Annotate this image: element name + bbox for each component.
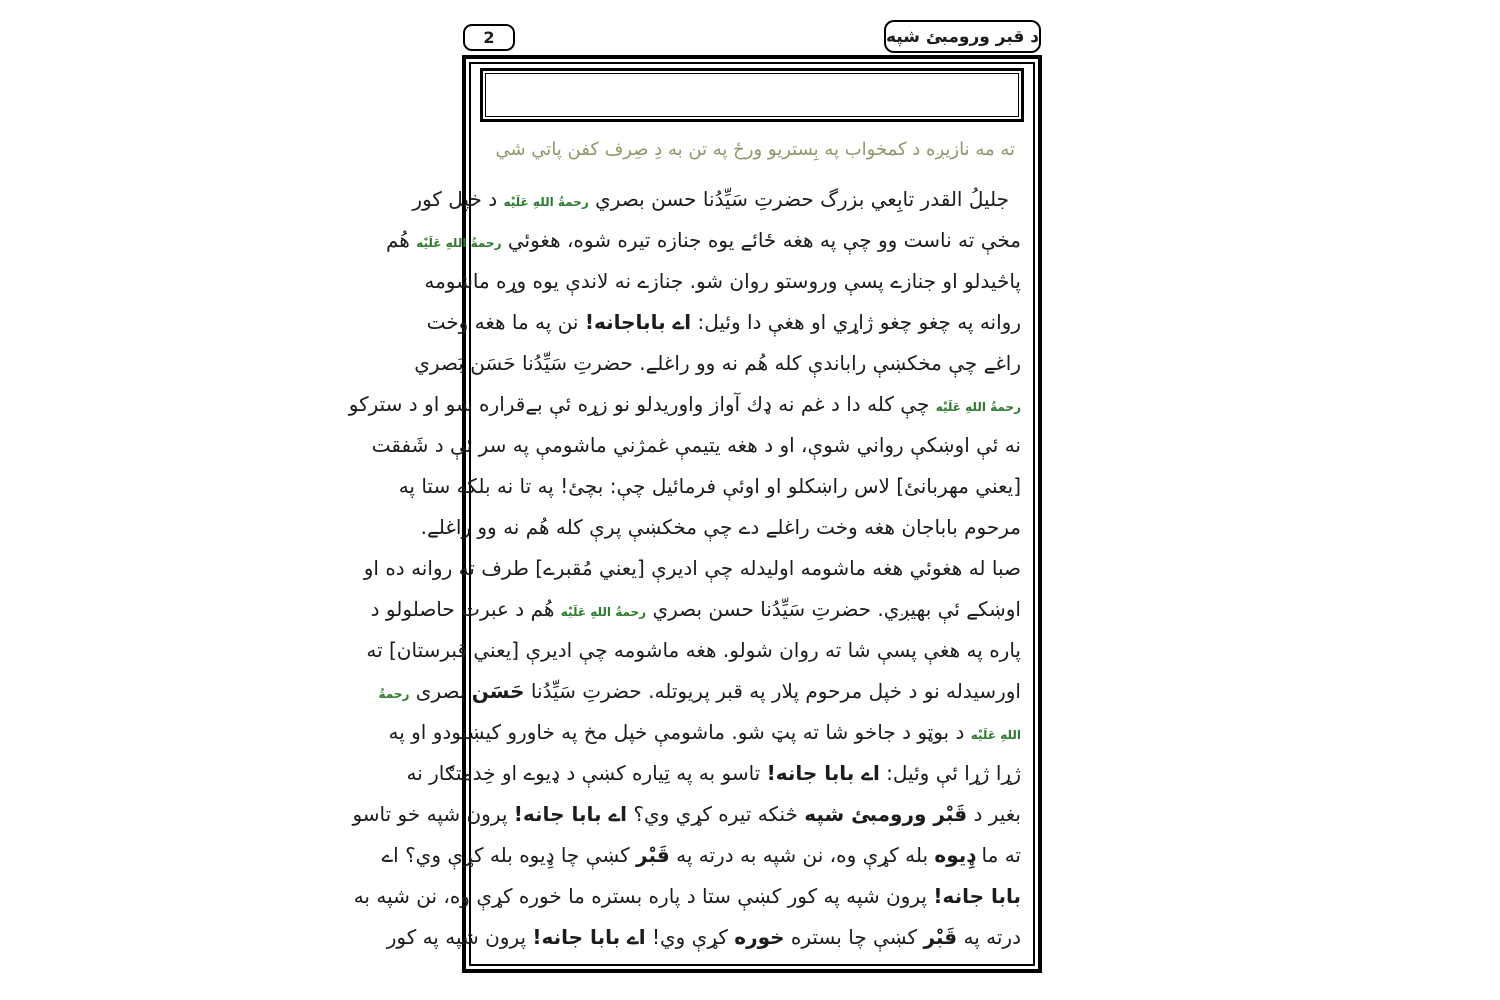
emphasized-text: ډِيوه bbox=[934, 843, 976, 867]
text-segment: پرون شپه په كور bbox=[386, 925, 533, 949]
text-segment: [يعني مهربانئ] لاس راښكلو او اوئې فرمائيل چې: بچئ! په تا نه بلكه ستا په bbox=[398, 474, 1021, 498]
emphasized-text: اے بابا جانه! bbox=[532, 925, 646, 949]
emphasized-text: خوره bbox=[734, 925, 785, 949]
text-line bbox=[352, 794, 1021, 835]
text-segment: اورسيدله نو د خپل مرحوم پلار په قبر پريوتله. حضرتِ سَيِّدُنا bbox=[524, 679, 1021, 703]
text-segment: روانه په چغو چغو ژاړي او هغې دا وئيل: bbox=[691, 310, 1021, 334]
emphasized-text: اے بابا جانه! bbox=[766, 761, 880, 785]
text-line bbox=[424, 261, 1021, 302]
text-segment: ته ما bbox=[975, 843, 1021, 867]
text-line bbox=[348, 384, 1021, 425]
text-segment: نن په ما هغه وخت bbox=[426, 310, 585, 334]
text-segment: څنكه تيره كړي وي؟ bbox=[627, 802, 805, 826]
text-line bbox=[353, 876, 1021, 917]
page-number: 2 bbox=[483, 28, 495, 47]
inner-frame bbox=[348, 62, 1035, 966]
text-segment: مرحوم باباجان هغه وخت راغلے دے چې مخكښې پرې كله هُم نه وو راغلے. bbox=[420, 515, 1021, 539]
text-segment: تاسو به په تِياره كښې د ډيوے او خِدمتګار نه bbox=[406, 761, 767, 785]
text-line bbox=[371, 425, 1021, 466]
text-line bbox=[370, 589, 1021, 630]
text-segment: د خپل كور bbox=[412, 187, 504, 211]
emphasized-text: قَبْر bbox=[636, 843, 670, 867]
honorific-text: رحمةُ bbox=[378, 687, 410, 701]
text-segment: بغير د bbox=[967, 802, 1021, 826]
text-line bbox=[406, 753, 1021, 794]
text-line bbox=[386, 917, 1021, 958]
text-segment: چې كله دا د غم نه ډك آواز واوريدلو نو زړه ئې بےقراره شو او د ستركو bbox=[348, 392, 936, 416]
text-segment: اوښكے ئې بهيږي. حضرتِ سَيِّدُنا حسن بصري bbox=[646, 597, 1021, 621]
emphasized-text: قَبْر ورومبئ شپه bbox=[804, 802, 968, 826]
main-frame bbox=[348, 55, 1042, 973]
text-line bbox=[414, 343, 1021, 384]
text-line bbox=[378, 671, 1021, 712]
text-segment: بصرى bbox=[409, 679, 472, 703]
text-segment: مخې ته ناست وو چې په هغه ځائے يوه جنازه تيره شوه، هغوئي bbox=[501, 228, 1021, 252]
text-segment: كښې چا بستره bbox=[784, 925, 924, 949]
honorific-text: رحمةُ اللهِ عَلَيْه bbox=[935, 400, 1021, 414]
text-segment: كړې وي! bbox=[645, 925, 735, 949]
text-segment: پاره په هغې پسې شا ته روان شولو. هغه ماشومه چې اديرې [يعني قبرستان] ته bbox=[366, 638, 1021, 662]
text-segment: بله كړې وه، نن شپه به درته په bbox=[669, 843, 935, 867]
text-segment: هُم د عبرت حاصلولو د bbox=[370, 597, 561, 621]
text-segment: صبا له هغوئي هغه ماشومه اوليدله چې اديرې [يعني مُقبرے] طرف ته روانه ده او bbox=[363, 556, 1021, 580]
text-segment: پرون شپه په كور كښې ستا د پاره بستره ما خوره كړې وه، نن شپه به bbox=[353, 884, 934, 908]
honorific-text: رحمةُ اللهِ عَلَيْه bbox=[503, 195, 589, 209]
honorific-text: اللهِ عَلَيْه bbox=[970, 728, 1021, 742]
emphasized-text: قَبْر bbox=[923, 925, 958, 949]
text-segment: راغے چې مخكښې راباندې كله هُم نه وو راغلے. حضرتِ سَيِّدُنا حَسَن بَصري bbox=[414, 351, 1021, 375]
poetry-couplet bbox=[495, 136, 1015, 164]
text-segment: ژړا ژړا ئې وئيل: bbox=[879, 761, 1021, 785]
text-segment: درته په bbox=[957, 925, 1021, 949]
text-segment: نه ئې اوښكې رواني شوې، او د هغه يتيمې غمژني ماشومې په سر ئې د شَفقت bbox=[371, 433, 1021, 457]
text-segment: كښې چا ډِيوه بله كړې وي؟ اے bbox=[381, 843, 637, 867]
text-line bbox=[398, 466, 1021, 507]
text-line bbox=[412, 179, 1021, 220]
text-line bbox=[381, 835, 1021, 876]
emphasized-text: اے بابا جانه! bbox=[513, 802, 628, 826]
text-line bbox=[420, 507, 1021, 548]
header-box bbox=[480, 68, 1024, 122]
emphasized-text: حَسَن bbox=[471, 679, 525, 703]
header-box-inner bbox=[485, 73, 1019, 117]
text-segment: د بوټو د جاخو شا ته پټ شو. ماشومې خپل مخ په خاورو كيښنودو او په bbox=[388, 720, 971, 744]
text-line bbox=[363, 548, 1021, 589]
text-line bbox=[388, 712, 1021, 753]
text-line bbox=[385, 220, 1021, 261]
emphasized-text: اے باباجانه! bbox=[584, 310, 692, 334]
hemistich-right: ته مه نازيږه د كمخواب په بِستر bbox=[782, 139, 1015, 160]
honorific-text: رحمةُ اللهِ عَلَيْه bbox=[416, 236, 502, 250]
hemistich-left: يو ورځ په تن به دِ صِرف كفن پاتي شي bbox=[495, 139, 783, 160]
page-number-badge bbox=[463, 24, 515, 51]
text-segment: پرون شپه خو تاسو bbox=[352, 802, 514, 826]
chapter-title: د قبر ورومبئ شپه bbox=[885, 26, 1040, 47]
body-text bbox=[348, 179, 1021, 958]
text-segment: هُم bbox=[385, 228, 417, 252]
text-line bbox=[426, 302, 1021, 343]
text-line bbox=[366, 630, 1021, 671]
text-segment: جليلُ القدر تابِعي بزرگ حضرتِ سَيِّدُنا حسن بصري bbox=[588, 187, 1009, 211]
text-segment: پاڅيدلو او جنازے پسې وروستو روان شو. جنازے نه لاندې يوه وړه ماشومه bbox=[424, 269, 1021, 293]
emphasized-text: بابا جانه! bbox=[933, 884, 1021, 908]
honorific-text: رحمةُ اللهِ عَلَيْه bbox=[560, 605, 647, 619]
chapter-title-badge bbox=[884, 20, 1041, 53]
